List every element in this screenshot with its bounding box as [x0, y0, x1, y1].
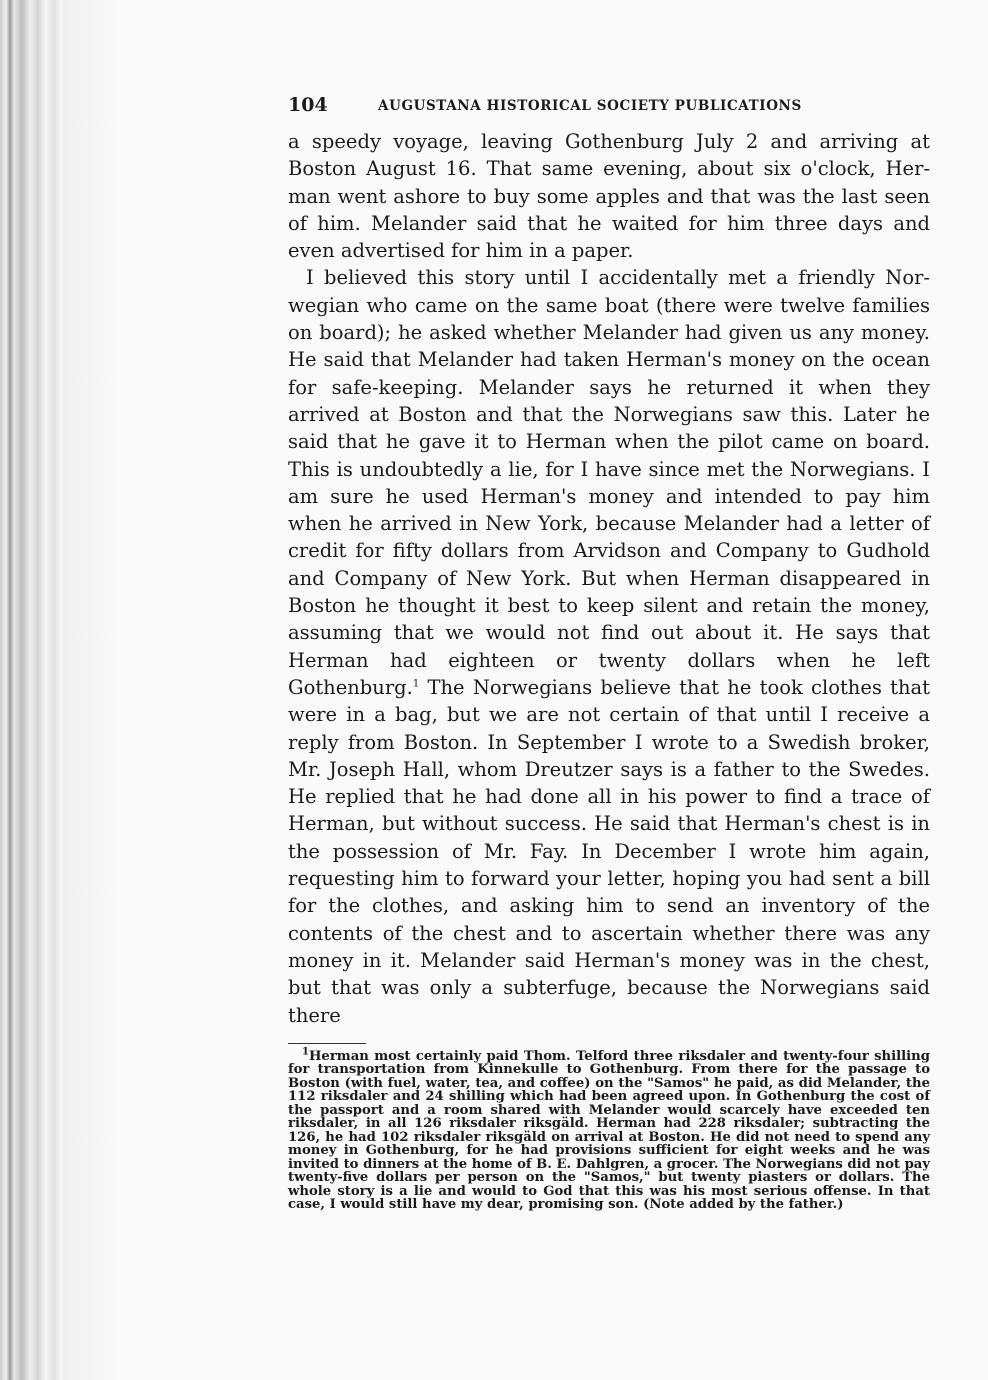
paragraph-2: [288, 264, 930, 1028]
paragraph-1: a speedy voyage, leaving Gothenburg July 2 and arriving at Boston August 16. That same evening, about six o'clock, Herman went ashore to buy some apples and that was the last seen of him. Melander said that he waited for him three days and even advertised for him in a paper.: [288, 130, 930, 263]
footnote-text: Herman most certainly paid Thom. Telford three riksdaler and twenty-four shilling for transportation from Kinnekulle to Gothenburg. From there for the passage to Boston (with fuel, water, tea, and coffee) on the "Samos" he paid, as did Melander, the 112 riksdaler and 24 shilling which had been agreed upon. In Gothenburg the cost of the passport and a room shared with Melander would scarcely have exceeded ten riksdaler, in all 126 riksdaler riksgäld. Herman had 228 riksdaler; subtracting the 126, he had 102 riksdaler riksgäld on arrival at Boston. He did not need to spend any money in Gothenburg, for he had provisions sufficient for eight weeks and he was invited to dinners at the home of B. E. Dahlgren, a grocer. The Norwegians did not pay twenty-five dollars per person on the "Samos," but twenty piasters or dollars. The whole story is a lie and would to God that this was his most serious offense. In that case, I would still have my dear, promising son. (Note added by the father.): [288, 1048, 930, 1213]
book-binding-gutter: [0, 0, 62, 1380]
paragraph-2-text: I believed this story until I accidentally met a friendly Norwegian who came on the same boat (there were twelve families on board); he asked whether Melander had given us any money. He said that Melander had taken Herman's money on the ocean for safe-keeping. Melander says he returned it when they arrived at Boston and that the Norwegians saw this. Later he said that he gave it to Herman when the pilot came on board. This is undoubtedly a lie, for I have since met the Norwegians. I am sure he used Herman's money and intended to pay him when he arrived in New York, because Melander had a letter of credit for fifty dollars from Arvidson and Company to Gudhold and Company of New York. But when Herman disappeared in Boston he thought it best to keep silent and retain the money, assuming that we would not find out about it. He says that Herman had eighteen or twenty dollars when he left Gothenburg.: [288, 266, 930, 699]
footnote-divider: [288, 1043, 366, 1044]
book-page: [288, 92, 930, 1212]
footnote-reference: 1: [412, 678, 420, 690]
page-edge-shading: [62, 0, 122, 1380]
footnote: [288, 1046, 930, 1213]
footnote-marker: 1: [302, 1046, 309, 1058]
page-number: 104: [288, 94, 328, 116]
running-head: AUGUSTANA HISTORICAL SOCIETY PUBLICATIONS: [378, 98, 802, 114]
body-text: [288, 128, 930, 1029]
paragraph-2-tail: The Norwegians believe that he took clothes that were in a bag, but we are not certain of that until I receive a reply from Boston. In September I wrote to a Swedish broker, Mr. Joseph Hall, whom Dreutzer says is a father to the Swedes. He replied that he had done all in his power to find a trace of Herman, but without success. He said that Herman's chest is in the possession of Mr. Fay. In December I wrote him again, requesting him to forward your letter, hoping you had sent a bill for the clothes, and asking him to send an inventory of the contents of the chest and to ascertain whether there was any money in it. Melander said Herman's money was in the chest, but that was only a subterfuge, because the Norwegians said there: [288, 675, 930, 1027]
page-header: [288, 92, 930, 122]
